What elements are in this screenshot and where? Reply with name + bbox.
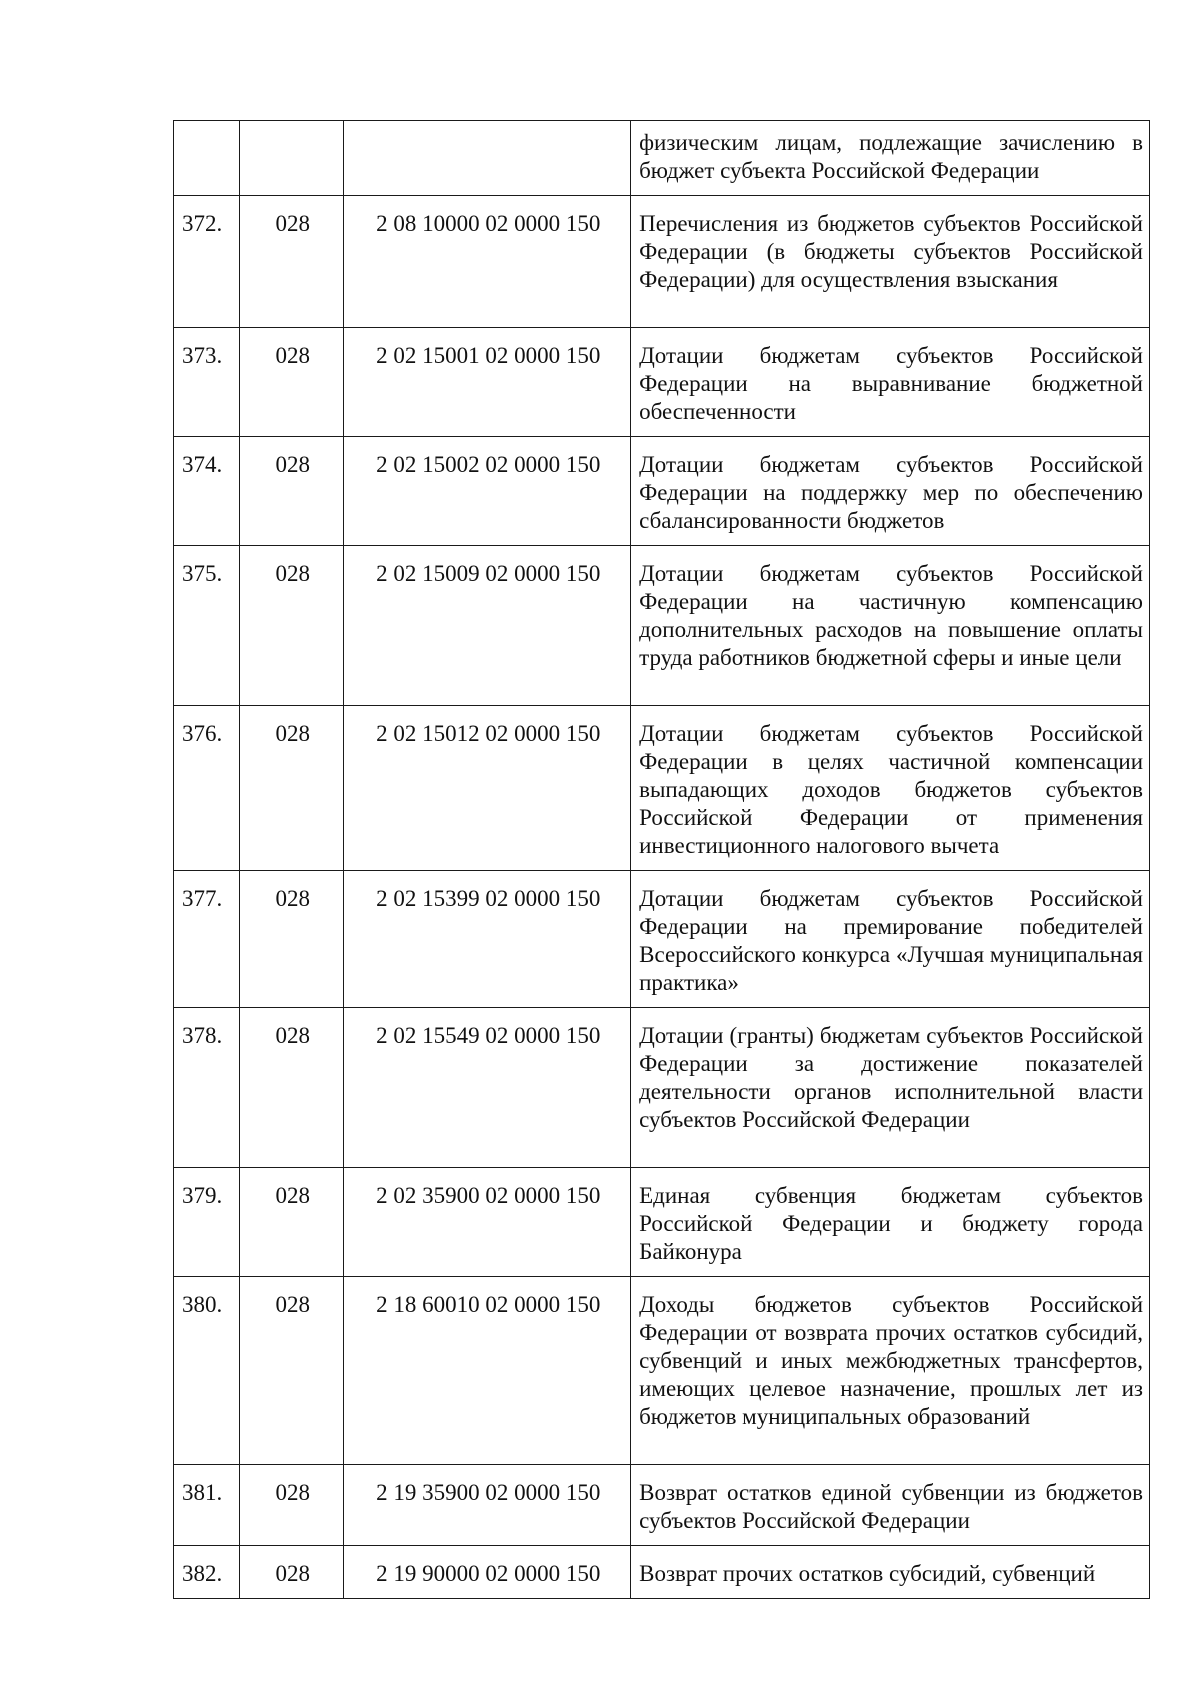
- row-number-cell: 381.: [174, 1465, 240, 1546]
- table-row: [174, 871, 1150, 1008]
- admin-code-cell: 028: [239, 1546, 344, 1599]
- budget-codes-table: [173, 120, 1150, 1599]
- row-number-cell: 382.: [174, 1546, 240, 1599]
- table-row: [174, 1277, 1150, 1465]
- description-cell: Перечисления из бюджетов субъектов Российской Федерации (в бюджеты субъектов Российской Федерации) для осуществления взыскания: [631, 196, 1150, 328]
- budget-code-cell: 2 02 35900 02 0000 150: [344, 1168, 631, 1277]
- admin-code-cell: 028: [239, 871, 344, 1008]
- budget-code-cell: 2 18 60010 02 0000 150: [344, 1277, 631, 1465]
- description-cell: Возврат остатков единой субвенции из бюджетов субъектов Российской Федерации: [631, 1465, 1150, 1546]
- row-number-cell: 376.: [174, 706, 240, 871]
- description-cell: Дотации бюджетам субъектов Российской Федерации на частичную компенсацию дополнительных расходов на повышение оплаты труда работников бюджетной сферы и иные цели: [631, 546, 1150, 706]
- table-row: [174, 196, 1150, 328]
- budget-code-cell: 2 02 15002 02 0000 150: [344, 437, 631, 546]
- admin-code-cell: 028: [239, 328, 344, 437]
- admin-code-cell: [239, 121, 344, 196]
- table-row: [174, 121, 1150, 196]
- row-number-cell: 373.: [174, 328, 240, 437]
- description-cell: Дотации бюджетам субъектов Российской Федерации на премирование победителей Всероссийского конкурса «Лучшая муниципальная практика»: [631, 871, 1150, 1008]
- budget-code-cell: 2 02 15399 02 0000 150: [344, 871, 631, 1008]
- row-number-cell: 379.: [174, 1168, 240, 1277]
- table-row: [174, 706, 1150, 871]
- row-number-cell: 378.: [174, 1008, 240, 1168]
- row-number-cell: 377.: [174, 871, 240, 1008]
- row-number-cell: 375.: [174, 546, 240, 706]
- table-row: [174, 437, 1150, 546]
- budget-code-cell: 2 02 15549 02 0000 150: [344, 1008, 631, 1168]
- admin-code-cell: 028: [239, 1168, 344, 1277]
- description-cell: Дотации (гранты) бюджетам субъектов Российской Федерации за достижение показателей деятельности органов исполнительной власти субъектов Российской Федерации: [631, 1008, 1150, 1168]
- admin-code-cell: 028: [239, 706, 344, 871]
- budget-code-cell: 2 19 35900 02 0000 150: [344, 1465, 631, 1546]
- description-cell: Доходы бюджетов субъектов Российской Федерации от возврата прочих остатков субсидий, субвенций и иных межбюджетных трансфертов, имеющих целевое назначение, прошлых лет из бюджетов муниципальных образований: [631, 1277, 1150, 1465]
- description-cell: Единая субвенция бюджетам субъектов Российской Федерации и бюджету города Байконура: [631, 1168, 1150, 1277]
- admin-code-cell: 028: [239, 1465, 344, 1546]
- table-row: [174, 546, 1150, 706]
- budget-code-cell: 2 02 15012 02 0000 150: [344, 706, 631, 871]
- table-row: [174, 1546, 1150, 1599]
- admin-code-cell: 028: [239, 546, 344, 706]
- budget-code-cell: 2 19 90000 02 0000 150: [344, 1546, 631, 1599]
- description-cell: Дотации бюджетам субъектов Российской Федерации на выравнивание бюджетной обеспеченности: [631, 328, 1150, 437]
- row-number-cell: [174, 121, 240, 196]
- budget-code-cell: 2 02 15001 02 0000 150: [344, 328, 631, 437]
- admin-code-cell: 028: [239, 437, 344, 546]
- budget-code-cell: 2 08 10000 02 0000 150: [344, 196, 631, 328]
- budget-code-cell: 2 02 15009 02 0000 150: [344, 546, 631, 706]
- row-number-cell: 374.: [174, 437, 240, 546]
- row-number-cell: 372.: [174, 196, 240, 328]
- description-cell: Дотации бюджетам субъектов Российской Федерации на поддержку мер по обеспечению сбалансированности бюджетов: [631, 437, 1150, 546]
- admin-code-cell: 028: [239, 1277, 344, 1465]
- table-row: [174, 1008, 1150, 1168]
- table-row: [174, 328, 1150, 437]
- row-number-cell: 380.: [174, 1277, 240, 1465]
- admin-code-cell: 028: [239, 196, 344, 328]
- description-cell: Дотации бюджетам субъектов Российской Федерации в целях частичной компенсации выпадающих доходов бюджетов субъектов Российской Федерации от применения инвестиционного налогового вычета: [631, 706, 1150, 871]
- admin-code-cell: 028: [239, 1008, 344, 1168]
- description-cell: физическим лицам, подлежащие зачислению в бюджет субъекта Российской Федерации: [631, 121, 1150, 196]
- table-row: [174, 1465, 1150, 1546]
- description-cell: Возврат прочих остатков субсидий, субвенций: [631, 1546, 1150, 1599]
- budget-code-cell: [344, 121, 631, 196]
- table-row: [174, 1168, 1150, 1277]
